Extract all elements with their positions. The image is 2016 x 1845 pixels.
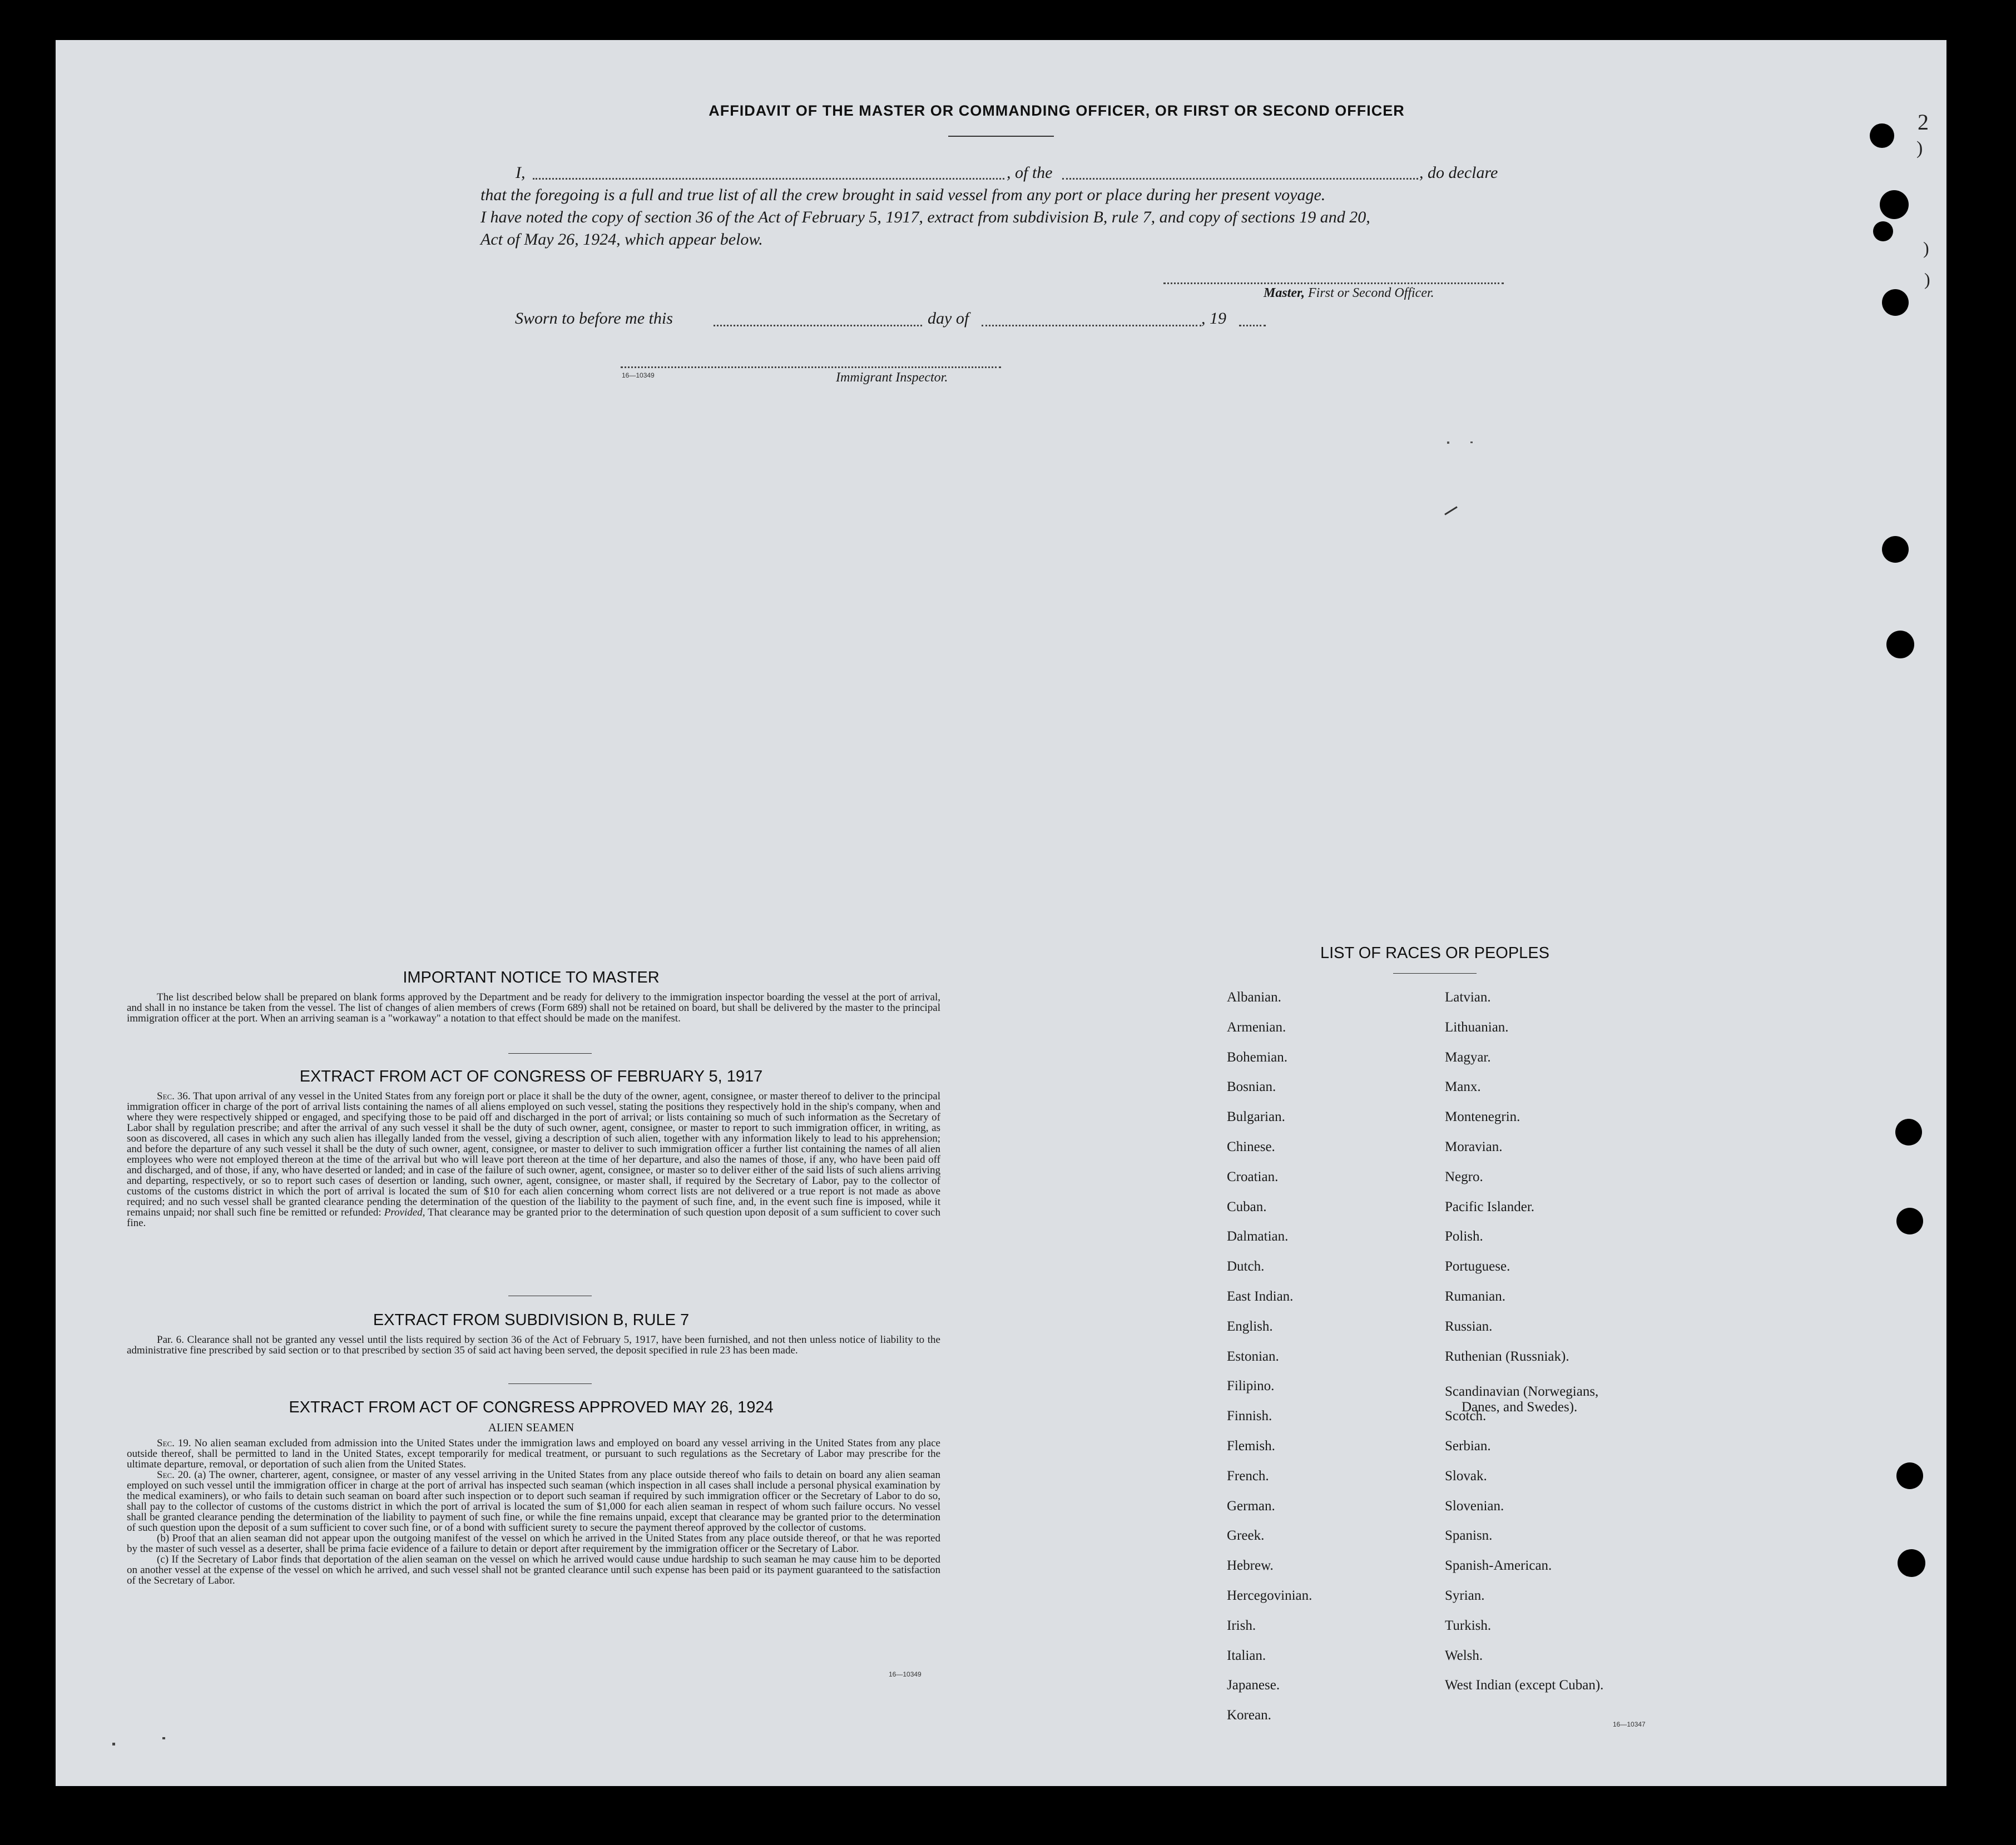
race-item: Irish. bbox=[1227, 1618, 1256, 1633]
races-divider bbox=[1393, 973, 1477, 974]
master-name-field[interactable] bbox=[533, 178, 1004, 180]
rule7-title: EXTRACT FROM SUBDIVISION B, RULE 7 bbox=[373, 1311, 690, 1329]
race-item: Scandinavian (Norwegians, bbox=[1445, 1384, 1599, 1400]
vessel-name-field[interactable] bbox=[1062, 178, 1418, 180]
sec-20a-body: (a) The owner, charterer, agent, consignee, or master of any vessel arriving in the United States from any place outside thereof who fails to detain on board any alien seaman employed on such vessel until the immigration officer in charge at the port of arrival has inspected such seaman (which inspection in all cases shall include a personal physical examination by the medical examiners), or who fails to detain such seaman on board after such inspection or to deport such seaman if required by such immigration officer or the Secretary of Labor to do so, shall pay to the collector of customs of the customs district in which the port of arrival is located the sum of $1,000 for each alien seaman in respect of whom such failure occurs. No vessel shall be granted clearance pending the determination of the liability to payment of such fine, or while the fine remains unpaid, except that clearance may be granted prior to the determination of such question upon the deposit of a sum sufficient to cover such fine, or of a bond with sufficient surety to secure the payment thereof approved by the collector of customs. bbox=[127, 1469, 940, 1534]
punch-hole bbox=[1896, 1208, 1923, 1234]
extract-1917-title: EXTRACT FROM ACT OF CONGRESS OF FEBRUARY 5, 1917 bbox=[299, 1068, 763, 1085]
sworn-year-field[interactable] bbox=[1239, 325, 1266, 326]
race-item: Armenian. bbox=[1227, 1019, 1286, 1035]
sworn-label: Sworn to before me this bbox=[515, 309, 673, 328]
extract-1917-provided: Provided, bbox=[384, 1207, 425, 1218]
race-item: Japanese. bbox=[1227, 1678, 1280, 1693]
stray-speck bbox=[112, 1743, 115, 1745]
race-item: Polish. bbox=[1445, 1229, 1483, 1244]
race-item: Welsh. bbox=[1445, 1648, 1483, 1663]
races-title: LIST OF RACES OR PEOPLES bbox=[1320, 944, 1550, 962]
race-item: Bulgarian. bbox=[1227, 1109, 1285, 1125]
race-item: Manx. bbox=[1445, 1079, 1481, 1095]
notice-text: The list described below shall be prepared on blank forms approved by the Department and be ready for delivery to the immigration inspector boarding the vessel at the port of arrival, and shall in no instance be taken from the vessel. The list of changes of alien members of crews (Form 689) shall not be retained on board, but shall be delivered by the master to the principal immigration officer at the port. When an arriving seaman is a "workaway" a notation to that effect should be made on the manifest. bbox=[127, 991, 940, 1024]
race-item: Scotch. bbox=[1445, 1408, 1487, 1424]
race-item: Lithuanian. bbox=[1445, 1019, 1509, 1035]
race-item: Croatian. bbox=[1227, 1169, 1279, 1184]
stray-speck bbox=[162, 1737, 165, 1739]
extract-1924-form-number: 16—10349 bbox=[889, 1670, 922, 1678]
master-signature-field[interactable] bbox=[1163, 282, 1504, 284]
race-item: Negro. bbox=[1445, 1169, 1483, 1184]
race-item: Rumanian. bbox=[1445, 1289, 1506, 1304]
race-item: Bohemian. bbox=[1227, 1049, 1288, 1065]
race-item: Chinese. bbox=[1227, 1139, 1275, 1154]
race-item: West Indian (except Cuban). bbox=[1445, 1678, 1604, 1693]
punch-hole bbox=[1873, 221, 1893, 241]
race-item: Bosnian. bbox=[1227, 1079, 1276, 1095]
stray-mark bbox=[1444, 506, 1458, 515]
punch-hole bbox=[1882, 289, 1909, 316]
punch-hole bbox=[1898, 1549, 1925, 1577]
sec-19-body: No alien seaman excluded from admission into the United States under the immigration laws and employed on board any vessel arriving in the United States from any place outside thereof, shall be permitted to land in the United States, except temporarily for medical treatment, or pursuant to such regulations as the Secretary of Labor may prescribe for the ultimate departure, removal, or deportation of such alien from the United States. bbox=[127, 1437, 940, 1470]
extract-1917-text bbox=[127, 1091, 940, 1228]
race-item: East Indian. bbox=[1227, 1289, 1294, 1304]
affidavit-of-the-label: , of the bbox=[1007, 163, 1053, 182]
document-page bbox=[56, 40, 1946, 1786]
extract-1924-body bbox=[127, 1438, 940, 1586]
race-item: Turkish. bbox=[1445, 1618, 1492, 1633]
sworn-day-field[interactable] bbox=[714, 325, 922, 326]
margin-mark: ) bbox=[1916, 138, 1923, 158]
race-item: Hercegovinian. bbox=[1227, 1588, 1312, 1603]
extract-1917-body: That upon arrival of any vessel in the United States from any foreign port or place it shall be the duty of the owner, agent, consignee, or master thereof to deliver to the principal immigration officer in charge of the port of arrival lists containing the names of all aliens employed on such vessel, stating the positions they respectively hold in the ship's company, when and where they were respectively shipped or engaged, and specifying those to be paid off and discharged in the port of arrival; or lists containing so much of such information as the Secretary of Labor shall by regulation prescribe; and after the arrival of any such vessel it shall be the duty of such owner, agent, consignee, or master to report to such immigration officer, in writing, as soon as discovered, all cases in which any such alien has illegally landed from the vessel, giving a description of such alien, together with any information likely to lead to his apprehension; and before the departure of any such vessel it shall be the duty of such owner, agent, consignee, or master to deliver to such immigration officer a further list containing the names of all alien employees who were not employed thereon at the time of the arrival but who will leave port thereon at the time of her departure, and also the names of those, if any, who have been paid off and discharged, and of those, if any, who have deserted or landed; and in case of the failure of such owner, agent, consignee, or master so to deliver either of the said lists of such aliens arriving and departing, respectively, or so to report such cases of desertion or landing, such owner, agent, consignee, or master shall, if required by the Secretary of Labor, pay to the collector of customs of the customs district in which the port of arrival is located the sum of $10 for each alien concerning whom correct lists are not delivered or a true report is not made as above required; and no such vessel shall be granted clearance pending the determination of the question of the liability to the payment of such fine, and, in the event such fine is imposed, while it remains unpaid; nor shall such fine be remitted or refunded: bbox=[127, 1090, 940, 1218]
race-item: Estonian. bbox=[1227, 1348, 1279, 1364]
race-item: Spanisn. bbox=[1445, 1528, 1493, 1544]
race-item: Albanian. bbox=[1227, 990, 1281, 1005]
punch-hole bbox=[1882, 536, 1909, 563]
race-item: Italian. bbox=[1227, 1648, 1266, 1663]
sec-20a-text bbox=[127, 1470, 940, 1533]
races-form-number: 16—10347 bbox=[1613, 1720, 1646, 1728]
sec-19-label: Sec. 19. bbox=[157, 1437, 191, 1449]
race-item: Pacific Islander. bbox=[1445, 1199, 1535, 1214]
stray-speck bbox=[1470, 442, 1473, 443]
margin-mark: 2 bbox=[1918, 110, 1929, 135]
race-item: Ruthenian (Russniak). bbox=[1445, 1348, 1569, 1364]
race-item: Moravian. bbox=[1445, 1139, 1503, 1154]
sec-20-label: Sec. 20. bbox=[157, 1469, 191, 1481]
margin-mark: ) bbox=[1924, 269, 1930, 289]
race-item: Finnish. bbox=[1227, 1408, 1272, 1424]
year-label: , 19 bbox=[1201, 309, 1226, 328]
signature-caption-master: Master, bbox=[1264, 286, 1305, 300]
punch-hole bbox=[1896, 1462, 1923, 1489]
margin-mark: ) bbox=[1923, 238, 1929, 258]
sec-19-text bbox=[127, 1438, 940, 1470]
inspector-caption: Immigrant Inspector. bbox=[836, 370, 948, 385]
day-of-label: day of bbox=[928, 309, 969, 328]
extract-1917-body-end: That clearance may be granted prior to the determination of such question upon deposit of a sum sufficient to cover such fine. bbox=[127, 1207, 940, 1229]
rule7-divider bbox=[508, 1383, 592, 1384]
race-item: Flemish. bbox=[1227, 1439, 1275, 1454]
extract-1924-subtitle: ALIEN SEAMEN bbox=[488, 1421, 574, 1434]
rule7-text: Par. 6. Clearance shall not be granted any vessel until the lists required by section 36 of the Act of February 5, 1917, have been furnished, and not then unless notice of liability to the administrative fine prescribed by said section or to that prescribed by section 35 of said act having been served, the deposit specified in rule 23 has been made. bbox=[127, 1334, 940, 1356]
race-item: Slovak. bbox=[1445, 1468, 1487, 1484]
affidavit-i-label: I, bbox=[516, 163, 526, 182]
affidavit-line-3: I have noted the copy of section 36 of the Act of February 5, 1917, extract from subdivision B, rule 7, and copy of sections 19 and 20, bbox=[481, 208, 1370, 226]
race-item: Dutch. bbox=[1227, 1259, 1265, 1274]
signature-caption bbox=[1264, 286, 1434, 301]
punch-hole bbox=[1886, 631, 1914, 658]
title-divider bbox=[948, 136, 1054, 137]
race-item: French. bbox=[1227, 1468, 1269, 1484]
race-item: Serbian. bbox=[1445, 1439, 1491, 1454]
race-item: Montenegrin. bbox=[1445, 1109, 1520, 1125]
race-item: Portuguese. bbox=[1445, 1259, 1510, 1274]
affidavit-declare-label: , do declare bbox=[1419, 163, 1498, 182]
extract-1917-sec-label: Sec. 36. bbox=[157, 1090, 191, 1102]
race-item: Cuban. bbox=[1227, 1199, 1267, 1214]
race-item: Russian. bbox=[1445, 1318, 1493, 1334]
race-item: Greek. bbox=[1227, 1528, 1265, 1544]
extract-1924-title: EXTRACT FROM ACT OF CONGRESS APPROVED MAY 26, 1924 bbox=[289, 1398, 774, 1416]
signature-caption-rest: First or Second Officer. bbox=[1308, 286, 1434, 300]
race-item: Filipino. bbox=[1227, 1378, 1275, 1394]
affidavit-line-2: that the foregoing is a full and true list of all the crew brought in said vessel from any port or place during her present voyage. bbox=[481, 186, 1326, 204]
punch-hole bbox=[1895, 1119, 1922, 1145]
race-item: Hebrew. bbox=[1227, 1558, 1274, 1574]
race-item: English. bbox=[1227, 1318, 1273, 1334]
race-item: Magyar. bbox=[1445, 1049, 1491, 1065]
race-item: Latvian. bbox=[1445, 990, 1491, 1005]
notice-divider bbox=[508, 1053, 592, 1054]
inspector-signature-field[interactable] bbox=[621, 366, 1001, 368]
race-item: Dalmatian. bbox=[1227, 1229, 1289, 1244]
race-item: German. bbox=[1227, 1498, 1275, 1514]
affidavit-form-number: 16—10349 bbox=[622, 371, 655, 379]
race-item: Syrian. bbox=[1445, 1588, 1485, 1603]
punch-hole bbox=[1870, 123, 1894, 148]
punch-hole bbox=[1880, 190, 1909, 219]
sec-20b-text: (b) Proof that an alien seaman did not appear upon the outgoing manifest of the vessel on which he arrived in the United States from any place outside thereof, or that he was reported by the master of such vessel as a deserter, shall be prima facie evidence of a failure to detain or deport after requirement by the immigration officer or the Secretary of Labor. bbox=[127, 1532, 940, 1555]
race-item: Danes, and Swedes). bbox=[1462, 1400, 1578, 1415]
race-item: Korean. bbox=[1227, 1708, 1271, 1723]
race-item: Spanish-American. bbox=[1445, 1558, 1552, 1574]
notice-title: IMPORTANT NOTICE TO MASTER bbox=[403, 969, 660, 986]
affidavit-title: AFFIDAVIT OF THE MASTER OR COMMANDING OFFICER, OR FIRST OR SECOND OFFICER bbox=[709, 102, 1405, 119]
sec-20c-text: (c) If the Secretary of Labor finds that deportation of the alien seaman on the vessel on which he arrived would cause undue hardship to such seaman he may cause him to be deported on another vessel at the expense of the vessel on which he arrived, and such vessel shall not be granted clearance until such expense has been paid or its payment guaranteed to the satisfaction of the Secretary of Labor. bbox=[127, 1554, 940, 1586]
affidavit-line-4: Act of May 26, 1924, which appear below. bbox=[481, 230, 763, 249]
race-item: Slovenian. bbox=[1445, 1498, 1504, 1514]
stray-speck bbox=[1447, 442, 1449, 444]
sworn-month-field[interactable] bbox=[982, 325, 1201, 326]
